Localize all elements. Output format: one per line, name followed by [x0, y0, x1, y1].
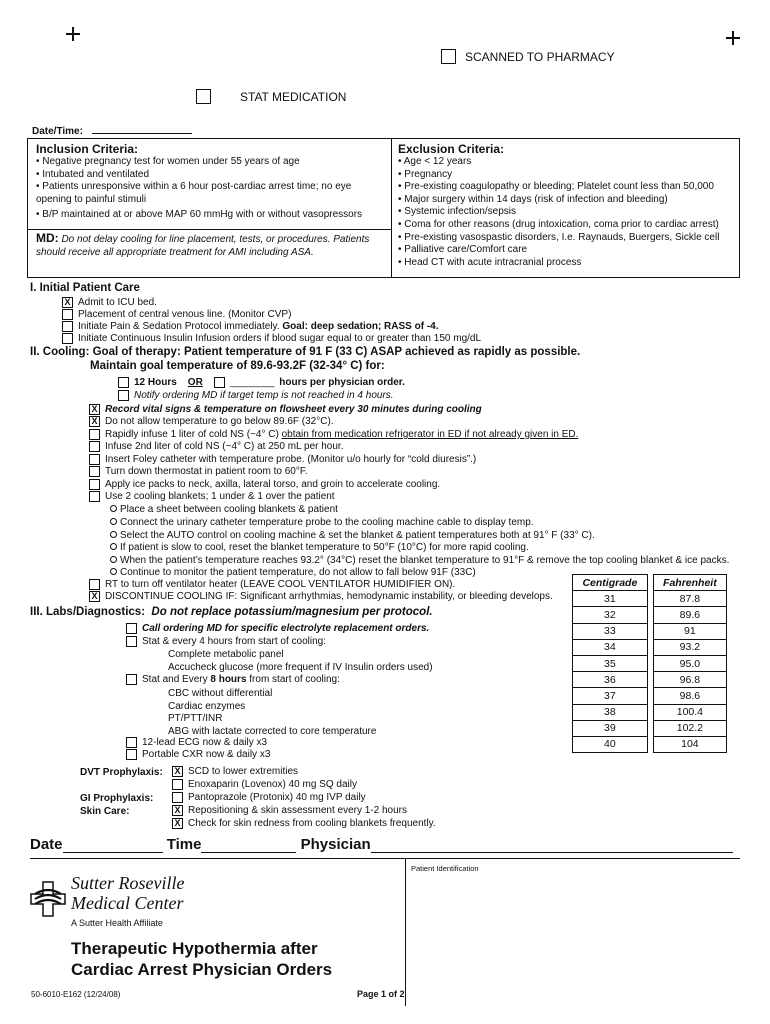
s1-item-insulin[interactable]	[62, 333, 481, 344]
item-text: Do not allow temperature to go below 89.6F (32°C).	[105, 416, 334, 427]
item-text: Stat & every 4 hours from start of cooling:	[142, 636, 326, 647]
stat-4h-option[interactable]	[126, 636, 326, 647]
patient-id-label: Patient Identification	[411, 864, 479, 873]
checkbox[interactable]: X	[172, 766, 183, 777]
dvt-scd-option[interactable]	[172, 766, 298, 777]
section2-title: II. Cooling: Goal of therapy: Patient temperature of 91 F (33 C) ASAP achieved as rapidly as possible.	[30, 346, 581, 358]
checkbox[interactable]	[172, 779, 183, 790]
temperature-conversion-table	[572, 574, 727, 753]
exclusion-item: • Pre-existing vasospastic disorders, I.e. Raynauds, Buergers, Sickle cell	[398, 231, 720, 243]
s2-item-infuse-1[interactable]	[89, 429, 578, 440]
table-row: 38 100.4	[573, 704, 727, 720]
skin-reposition-option[interactable]	[172, 805, 407, 816]
exclusion-item: • Systemic infection/sepsis	[398, 206, 516, 218]
dvt-label: DVT Prophylaxis:	[80, 767, 163, 778]
custom-hours-checkbox[interactable]	[214, 377, 225, 388]
checkbox[interactable]: X	[89, 404, 100, 415]
datetime-label: Date/Time:	[32, 126, 83, 137]
blanket-subitem: Connect the urinary catheter temperature probe to the cooling machine cable to display temp.	[110, 517, 534, 529]
s2-item-thermostat[interactable]	[89, 466, 308, 477]
s2-item-rt-heater[interactable]	[89, 579, 455, 590]
table-row: 36 96.8	[573, 672, 727, 688]
item-text: Check for skin redness from cooling blankets frequently.	[188, 818, 436, 829]
item-text: Enoxaparin (Lovenox) 40 mg SQ daily	[188, 779, 357, 790]
notify-md-option[interactable]	[118, 390, 394, 401]
scanned-label: SCANNED TO PHARMACY	[465, 49, 615, 64]
lab-subitem: Accucheck glucose (more frequent if IV Insulin orders used)	[168, 662, 433, 673]
inclusion-item: • Intubated and ventilated	[36, 168, 150, 180]
table-row: 34 93.2	[573, 639, 727, 655]
duration-options	[118, 377, 405, 388]
exclusion-item: • Coma for other reasons (drug intoxication, coma prior to cardiac arrest)	[398, 218, 719, 230]
stat-label: STAT MEDICATION	[240, 89, 347, 104]
stat-8h-option[interactable]: Stat and Every 8 hours from start of cooling:	[126, 674, 340, 685]
datetime-field[interactable]	[92, 133, 192, 134]
lab-subitem: ABG with lactate corrected to core temperature	[168, 726, 377, 737]
blanket-subitem: Select the AUTO control on cooling machine & set the blanket & patient temperatures both at 91° F (33° C).	[110, 530, 595, 542]
stat-medication-option[interactable]	[196, 89, 346, 104]
item-text: Notify ordering MD if target temp is not reached in 4 hours.	[134, 390, 394, 401]
exclusion-item: • Palliative care/Comfort care	[398, 244, 528, 256]
section3-title: III. Labs/Diagnostics: Do not replace potassium/magnesium per protocol.	[30, 606, 433, 618]
date-field[interactable]	[63, 852, 163, 853]
exclusion-item: • Head CT with acute intracranial process	[398, 256, 582, 268]
blanket-subitem: Place a sheet between cooling blankets & patient	[110, 504, 338, 516]
item-text: Insert Foley catheter with temperature probe. (Monitor u/o hourly for “cold diuresis”.)	[105, 454, 477, 465]
checkbox[interactable]: X	[172, 805, 183, 816]
stat-checkbox[interactable]	[196, 89, 211, 104]
checkbox[interactable]	[126, 674, 137, 685]
table-row: 31 87.8	[573, 591, 727, 607]
gi-pantoprazole-option[interactable]	[172, 792, 366, 803]
inclusion-item: • Negative pregnancy test for women under 55 years of age	[36, 156, 300, 167]
item-text: Infuse 2nd liter of cold NS (~4° C) at 250 mL per hour.	[105, 441, 344, 452]
affiliate-text: A Sutter Health Affiliate	[71, 918, 163, 928]
item-text: Call ordering MD for specific electrolyte replacement orders.	[142, 623, 430, 634]
table-row: 40 104	[573, 736, 727, 752]
exclusion-item: • Age < 12 years	[398, 156, 472, 167]
s1-item-sedation[interactable]	[62, 321, 439, 332]
checkbox[interactable]	[118, 390, 129, 401]
footer-divider	[405, 858, 406, 1006]
custom-hours-field[interactable]: ________	[229, 377, 275, 388]
checkbox[interactable]	[126, 737, 137, 748]
lab-subitem: PT/PTT/INR	[168, 713, 223, 724]
md-text: Do not delay cooling for line placement, tests, or procedures. Patients should receive all appropriate treatment for AMI including ASA.	[36, 234, 370, 258]
item-underline: obtain from medication refrigerator in ED if not already given in ED.	[281, 429, 579, 440]
crop-mark-left	[66, 27, 80, 41]
checkbox[interactable]	[89, 466, 100, 477]
checkbox[interactable]: X	[172, 818, 183, 829]
blanket-subitem: Continue to monitor the patient temperature, do not allow to fall below 91F (33C)	[110, 567, 476, 579]
checkbox[interactable]	[62, 333, 73, 344]
item-text: DISCONTINUE COOLING IF: Significant arrhythmias, hemodynamic instability, or bleeding develops.	[105, 591, 553, 602]
checkbox[interactable]	[62, 321, 73, 332]
item-text: Initiate Pain & Sedation Protocol immediately.	[78, 321, 280, 332]
item-text: 12-lead ECG now & daily x3	[142, 737, 268, 748]
section1-title: I. Initial Patient Care	[30, 282, 140, 294]
physician-field[interactable]	[371, 852, 733, 853]
fahrenheit-header: Fahrenheit	[653, 575, 726, 591]
checkbox[interactable]: X	[89, 591, 100, 602]
inclusion-list	[36, 156, 386, 222]
checkbox[interactable]	[89, 491, 100, 502]
inclusion-item: • Patients unresponsive within a 6 hour post-cardiac arrest time; no eye opening to painful stimuli	[36, 181, 352, 205]
custom-hours-label: hours per physician order.	[279, 377, 405, 388]
exclusion-item: • Pre-existing coagulopathy or bleeding; Platelet count less than 50,000	[398, 181, 714, 193]
table-row: 35 95.0	[573, 655, 727, 671]
ecg-option[interactable]	[126, 737, 267, 748]
item-text: Placement of central venous line. (Monitor CVP)	[78, 309, 292, 320]
item-text: Pantoprazole (Protonix) 40 mg IVP daily	[188, 792, 366, 803]
section2-subtitle: Maintain goal temperature of 89.6-93.2F (32-34° C) for:	[90, 360, 385, 372]
item-text: SCD to lower extremities	[188, 766, 299, 777]
page-number: Page 1 of 2	[357, 989, 405, 999]
checkbox[interactable]	[172, 792, 183, 803]
lab-subitem: Cardiac enzymes	[168, 701, 246, 712]
sutter-logo-icon	[29, 880, 67, 918]
table-row: 32 89.6	[573, 607, 727, 623]
item-text: Admit to ICU bed.	[78, 297, 157, 308]
time-field[interactable]	[201, 852, 296, 853]
blanket-subitem: When the patient’s temperature reaches 93.2° (34°C) reset the blanket temperature to 91°F & remove the top cooling blanket & ice packs.	[110, 555, 729, 567]
12-hours-label: 12 Hours	[134, 377, 177, 388]
checkbox[interactable]	[89, 454, 100, 465]
item-text: Portable CXR now & daily x3	[142, 749, 271, 760]
checkbox[interactable]	[62, 309, 73, 320]
inclusion-item: • B/P maintained at or above MAP 60 mmHg with or without vasopressors	[36, 209, 363, 221]
table-row: 37 98.6	[573, 688, 727, 704]
centigrade-header: Centigrade	[573, 575, 648, 591]
footer-rule	[30, 858, 740, 859]
item-text: Use 2 cooling blankets; 1 under & 1 over the patient	[105, 491, 335, 502]
form-number: 50-6010-E162 (12/24/08)	[31, 990, 121, 999]
item-goal: Goal: deep sedation; RASS of -4.	[282, 321, 439, 332]
checkbox[interactable]	[89, 579, 100, 590]
checkbox[interactable]: X	[89, 416, 100, 427]
item-text: Initiate Continuous Insulin Infusion orders if blood sugar equal to or greater than 150 mg/dL	[78, 333, 482, 344]
time-label: Time	[166, 836, 202, 853]
s2-item-vitals[interactable]	[89, 404, 482, 415]
gi-label: GI Prophylaxis:	[80, 793, 154, 804]
item-text: Apply ice packs to neck, axilla, lateral torso, and groin to accelerate cooling.	[105, 479, 441, 490]
scanned-checkbox[interactable]	[441, 49, 456, 64]
checkbox[interactable]	[89, 441, 100, 452]
checkbox[interactable]	[126, 636, 137, 647]
md-label: MD:	[36, 231, 59, 245]
datetime-row	[32, 126, 192, 137]
blanket-subitem: If patient is slow to cool, reset the blanket temperature to 50°F (10°C) for more rapid cooling.	[110, 542, 529, 554]
signature-row	[30, 836, 733, 853]
s2-item-discontinue[interactable]	[89, 591, 553, 602]
s2-item-ice-packs[interactable]	[89, 479, 440, 490]
crop-mark-right	[726, 31, 740, 45]
s1-item-central-line[interactable]	[62, 309, 291, 320]
s2-item-blankets[interactable]	[89, 491, 335, 502]
exclusion-item: • Pregnancy	[398, 168, 453, 180]
exclusion-title: Exclusion Criteria:	[398, 142, 505, 156]
dvt-enoxaparin-option[interactable]	[172, 779, 357, 790]
physician-label: Physician	[300, 836, 371, 853]
table-row: 39 102.2	[573, 720, 727, 736]
item-text: Rapidly infuse 1 liter of cold NS (~4° C)	[105, 429, 279, 440]
form-title: Therapeutic Hypothermia after Cardiac Arrest Physician Orders	[71, 939, 333, 979]
exclusion-item: • Major surgery within 14 days (risk of infection and bleeding)	[398, 193, 668, 205]
item-text: Turn down thermostat in patient room to 60°F.	[105, 466, 308, 477]
item-text: RT to turn off ventilator heater (LEAVE COOL VENTILATOR HUMIDIFIER ON).	[105, 579, 456, 590]
checkbox[interactable]	[89, 429, 100, 440]
table-row: 33 91	[573, 623, 727, 639]
md-note	[36, 232, 386, 259]
s2-item-foley[interactable]	[89, 454, 476, 465]
checkbox[interactable]	[89, 479, 100, 490]
lab-subitem: CBC without differential	[168, 688, 273, 699]
lab-subitem: Complete metabolic panel	[168, 649, 284, 660]
exclusion-list	[398, 156, 719, 269]
or-label: OR	[187, 377, 203, 388]
item-text: Record vital signs & temperature on flowsheet every 30 minutes during cooling	[105, 404, 482, 415]
date-label: Date	[30, 836, 63, 853]
s2-item-infuse-2[interactable]	[89, 441, 343, 452]
section3-note: Do not replace potassium/magnesium per protocol.	[151, 606, 433, 618]
skin-redness-option[interactable]	[172, 818, 436, 829]
checkbox[interactable]	[126, 623, 137, 634]
checkbox[interactable]	[126, 749, 137, 760]
hospital-name: Sutter Roseville Medical Center	[71, 873, 185, 913]
12-hours-checkbox[interactable]	[118, 377, 129, 388]
checkbox[interactable]: X	[62, 297, 73, 308]
scanned-to-pharmacy-option[interactable]	[441, 49, 615, 64]
skin-label: Skin Care:	[80, 806, 130, 817]
inclusion-title: Inclusion Criteria:	[36, 142, 139, 156]
item-text: Repositioning & skin assessment every 1-2 hours	[188, 805, 407, 816]
cxr-option[interactable]	[126, 749, 270, 760]
s1-item-admit[interactable]	[62, 297, 157, 308]
s2-item-no-below[interactable]	[89, 416, 334, 427]
criteria-box	[27, 138, 740, 278]
call-md-option[interactable]	[126, 623, 429, 634]
